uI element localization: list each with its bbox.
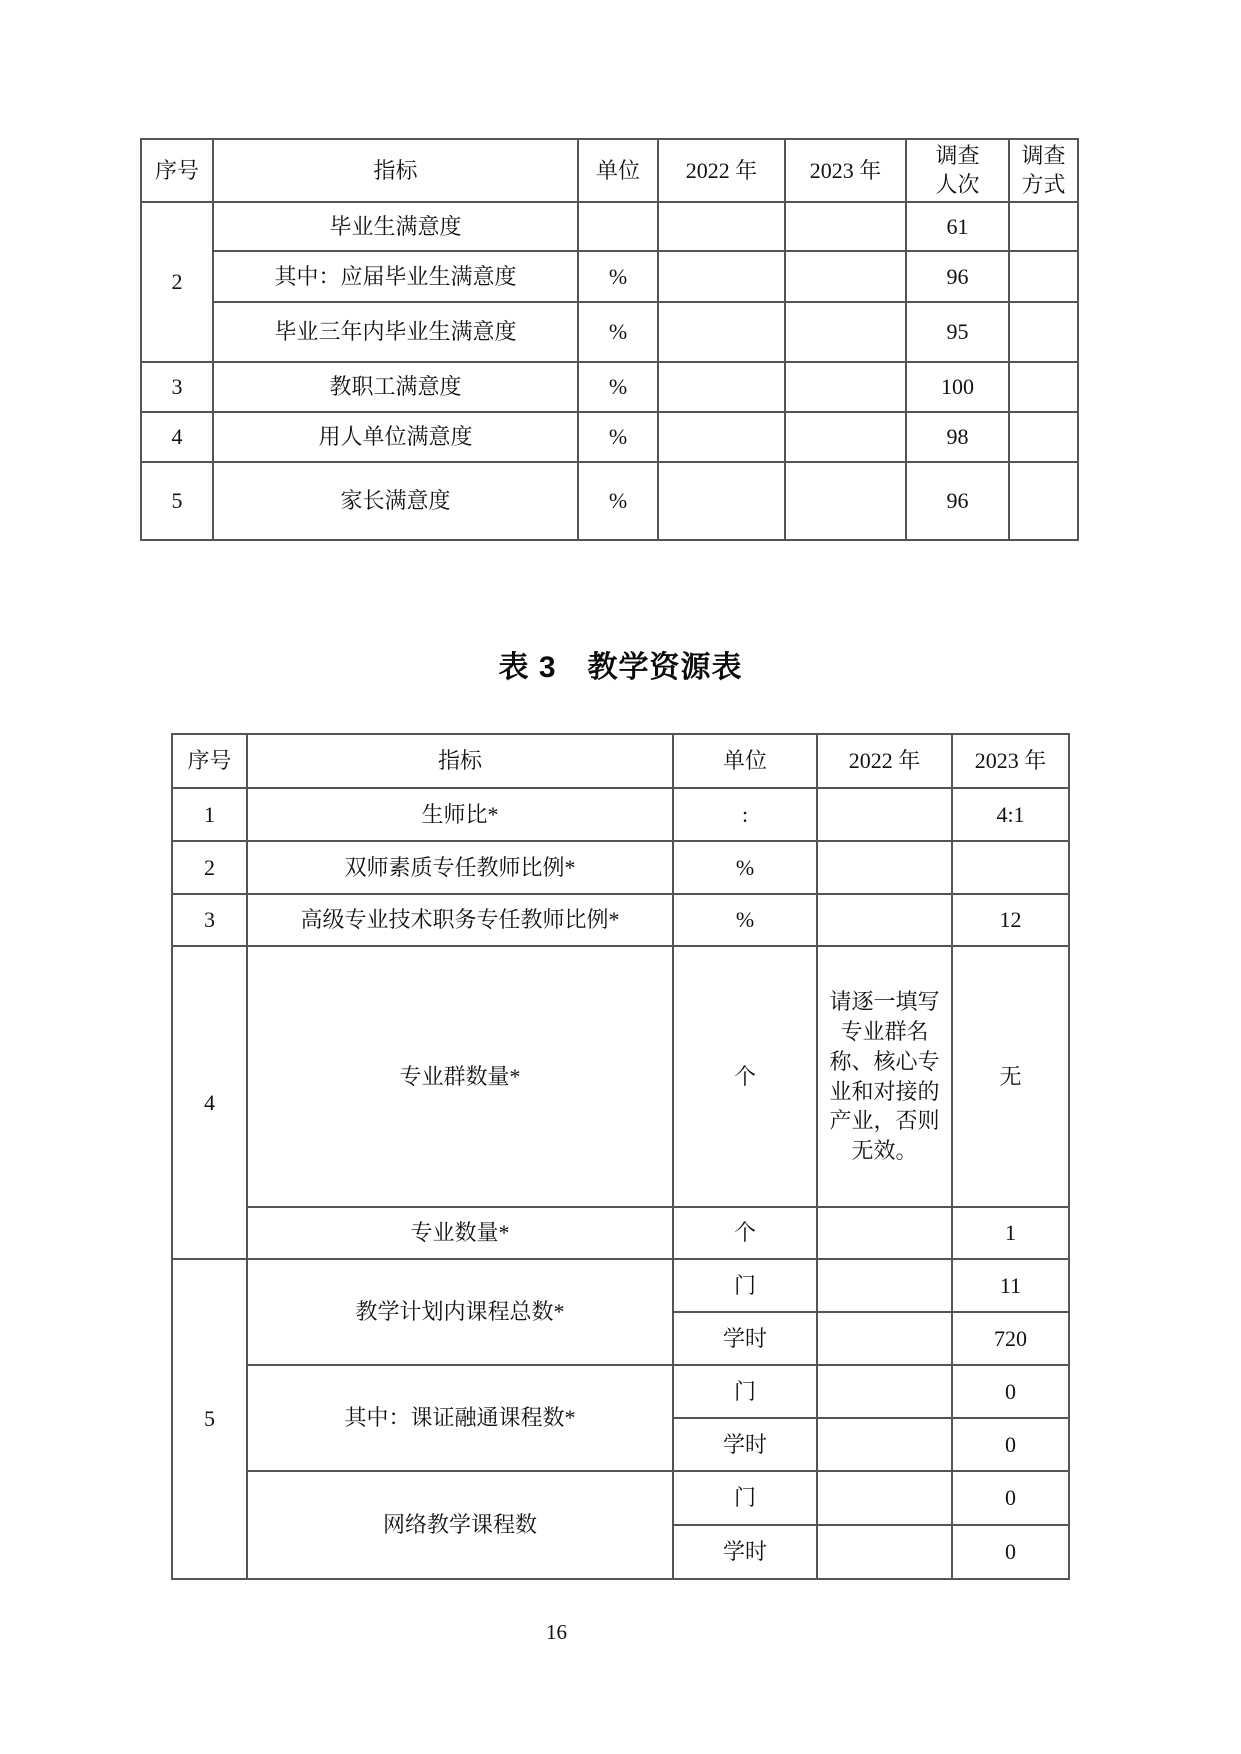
indicator-cell: 教学计划内课程总数* <box>247 1259 673 1365</box>
indicator-cell: 其中：应届毕业生满意度 <box>213 251 578 302</box>
empty-cell <box>785 462 906 540</box>
unit-cell: 学时 <box>673 1525 817 1579</box>
row-seq: 3 <box>141 362 213 412</box>
empty-cell <box>1009 302 1078 362</box>
header-seq: 序号 <box>141 139 213 202</box>
empty-cell <box>817 841 952 894</box>
empty-cell <box>817 894 952 946</box>
row-seq: 4 <box>172 946 247 1259</box>
teaching-resources-table <box>171 733 1070 1580</box>
empty-cell <box>658 202 785 251</box>
row-seq: 2 <box>141 202 213 362</box>
unit-cell: 门 <box>673 1365 817 1418</box>
empty-cell <box>658 412 785 462</box>
header-unit: 单位 <box>673 734 817 788</box>
value-2023-cell: 11 <box>952 1259 1069 1312</box>
indicator-cell: 生师比* <box>247 788 673 841</box>
table-row <box>172 734 1069 788</box>
table3-title: 表 3 教学资源表 <box>498 651 743 684</box>
value-2023-cell: 12 <box>952 894 1069 946</box>
row-seq: 3 <box>172 894 247 946</box>
empty-cell <box>658 362 785 412</box>
unit-cell: % <box>673 894 817 946</box>
unit-cell: % <box>578 302 658 362</box>
empty-cell <box>1009 412 1078 462</box>
row-seq: 1 <box>172 788 247 841</box>
unit-cell: 门 <box>673 1471 817 1525</box>
table-row <box>141 412 1078 462</box>
empty-cell <box>785 412 906 462</box>
note-cell: 请逐一填写专业群名称、核心专业和对接的产业，否则无效。 <box>817 946 952 1207</box>
empty-cell <box>1009 462 1078 540</box>
value-2023-cell: 4:1 <box>952 788 1069 841</box>
empty-cell <box>817 1365 952 1418</box>
empty-cell <box>658 251 785 302</box>
header-indicator: 指标 <box>247 734 673 788</box>
survey-count-cell: 96 <box>906 462 1009 540</box>
header-survey-count-label: 调查人次 <box>935 143 980 197</box>
empty-cell <box>785 302 906 362</box>
indicator-cell: 专业群数量* <box>247 946 673 1207</box>
unit-cell: 个 <box>673 1207 817 1259</box>
table-row <box>141 139 1078 202</box>
value-2023-cell: 0 <box>952 1525 1069 1579</box>
unit-cell <box>578 202 658 251</box>
satisfaction-table <box>140 138 1079 541</box>
header-2023: 2023 年 <box>785 139 906 202</box>
empty-cell <box>817 1471 952 1525</box>
empty-cell <box>785 202 906 251</box>
table-row <box>172 788 1069 841</box>
header-seq: 序号 <box>172 734 247 788</box>
header-2022: 2022 年 <box>817 734 952 788</box>
unit-cell: : <box>673 788 817 841</box>
empty-cell <box>817 1418 952 1471</box>
empty-cell <box>658 462 785 540</box>
page-number: 16 <box>546 1620 567 1644</box>
survey-count-cell: 100 <box>906 362 1009 412</box>
header-indicator: 指标 <box>213 139 578 202</box>
unit-cell: % <box>578 412 658 462</box>
indicator-cell: 毕业生满意度 <box>213 202 578 251</box>
unit-cell: 学时 <box>673 1418 817 1471</box>
table-row <box>141 302 1078 362</box>
indicator-cell: 家长满意度 <box>213 462 578 540</box>
header-survey-method-label: 调查方式 <box>1021 143 1066 197</box>
value-2023-cell: 0 <box>952 1471 1069 1525</box>
row-seq: 5 <box>141 462 213 540</box>
survey-count-cell: 61 <box>906 202 1009 251</box>
value-2023-cell: 无 <box>952 946 1069 1207</box>
header-2023: 2023 年 <box>952 734 1069 788</box>
empty-cell <box>817 1207 952 1259</box>
value-2023-cell: 0 <box>952 1418 1069 1471</box>
unit-cell: % <box>578 462 658 540</box>
unit-cell: 学时 <box>673 1312 817 1365</box>
empty-cell <box>817 788 952 841</box>
unit-cell: 个 <box>673 946 817 1207</box>
empty-cell <box>1009 251 1078 302</box>
row-seq: 4 <box>141 412 213 462</box>
empty-cell <box>817 1259 952 1312</box>
unit-cell: 门 <box>673 1259 817 1312</box>
empty-cell <box>1009 202 1078 251</box>
value-2023-cell: 720 <box>952 1312 1069 1365</box>
table-row <box>172 894 1069 946</box>
table-row <box>172 841 1069 894</box>
unit-cell: % <box>578 362 658 412</box>
empty-cell <box>785 251 906 302</box>
empty-cell <box>817 1312 952 1365</box>
table-row <box>141 251 1078 302</box>
indicator-cell: 高级专业技术职务专任教师比例* <box>247 894 673 946</box>
value-2023-cell: 0 <box>952 1365 1069 1418</box>
row-seq: 5 <box>172 1259 247 1579</box>
header-unit: 单位 <box>578 139 658 202</box>
table-row <box>141 362 1078 412</box>
unit-cell: % <box>673 841 817 894</box>
table-row <box>172 1259 1069 1312</box>
indicator-cell: 教职工满意度 <box>213 362 578 412</box>
header-2022: 2022 年 <box>658 139 785 202</box>
indicator-cell: 毕业三年内毕业生满意度 <box>213 302 578 362</box>
survey-count-cell: 98 <box>906 412 1009 462</box>
table-row <box>172 1207 1069 1259</box>
indicator-cell: 网络教学课程数 <box>247 1471 673 1579</box>
table-row <box>172 1365 1069 1418</box>
empty-cell <box>1009 362 1078 412</box>
table-row <box>141 462 1078 540</box>
unit-cell: % <box>578 251 658 302</box>
survey-count-cell: 95 <box>906 302 1009 362</box>
table-row <box>141 202 1078 251</box>
indicator-cell: 其中：课证融通课程数* <box>247 1365 673 1471</box>
header-survey-count <box>906 139 1009 202</box>
value-2023-cell: 1 <box>952 1207 1069 1259</box>
survey-count-cell: 96 <box>906 251 1009 302</box>
empty-cell <box>817 1525 952 1579</box>
row-seq: 2 <box>172 841 247 894</box>
indicator-cell: 双师素质专任教师比例* <box>247 841 673 894</box>
table-row <box>172 946 1069 1207</box>
empty-cell <box>658 302 785 362</box>
empty-cell <box>785 362 906 412</box>
header-survey-method <box>1009 139 1078 202</box>
empty-cell <box>952 841 1069 894</box>
indicator-cell: 专业数量* <box>247 1207 673 1259</box>
indicator-cell: 用人单位满意度 <box>213 412 578 462</box>
table-row <box>172 1471 1069 1525</box>
